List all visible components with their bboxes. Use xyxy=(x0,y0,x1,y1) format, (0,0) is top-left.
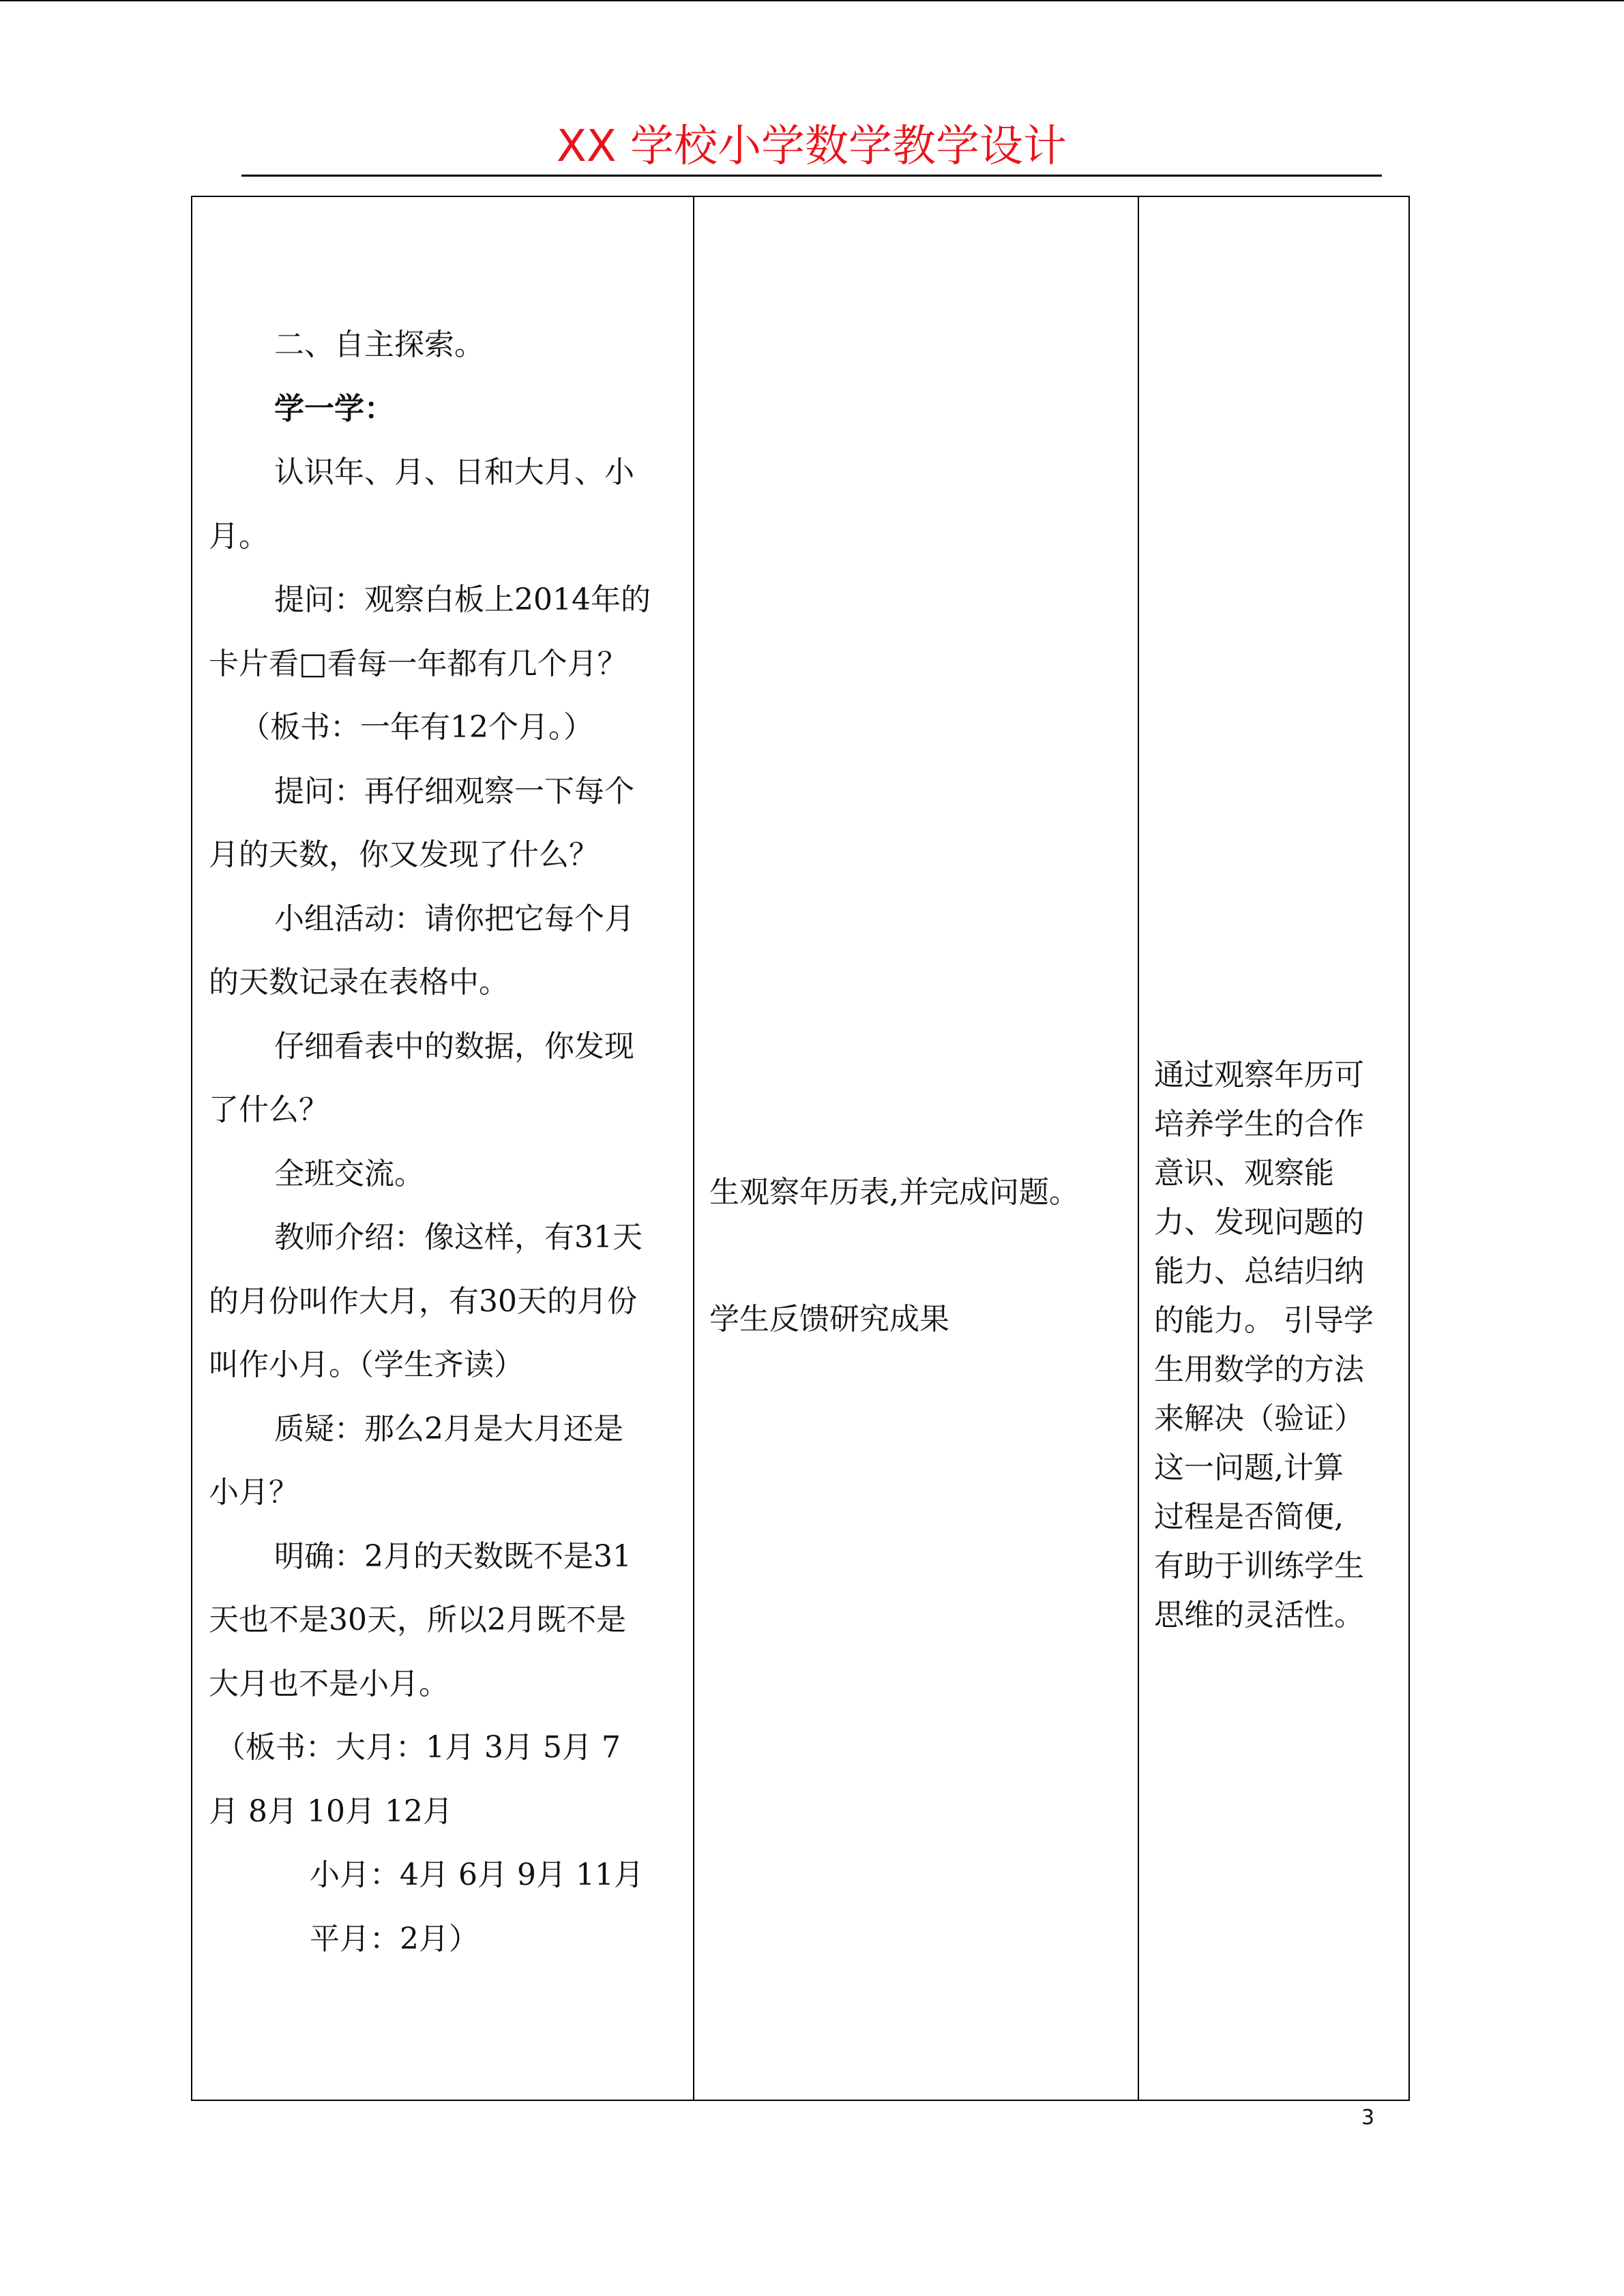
design-intent-line: 能力、总结归纳 xyxy=(1154,1254,1364,1289)
design-intent-line: 这一问题,计算 xyxy=(1154,1450,1344,1485)
design-intent-line: 思维的灵活性。 xyxy=(1154,1598,1364,1632)
text-line: 全班交流。 xyxy=(274,1156,424,1191)
design-intent-line: 通过观察年历可 xyxy=(1154,1058,1364,1092)
board-note: （板书：大月：1月 3月 5月 7 xyxy=(216,1730,621,1765)
header-rule xyxy=(241,175,1382,177)
text-line: 叫作小月。（学生齐读） xyxy=(209,1347,524,1382)
text-line: 大月也不是小月。 xyxy=(209,1666,449,1701)
design-intent-line: 来解决（验证） xyxy=(1154,1401,1364,1436)
design-intent-line: 过程是否简便, xyxy=(1154,1500,1344,1534)
design-intent-text xyxy=(1154,1051,1406,1640)
text-line: 小月？ xyxy=(209,1475,299,1510)
student-activity-column xyxy=(694,197,1139,2100)
document-header-title: XX 学校小学数学教学设计 xyxy=(556,121,1067,172)
design-intent-column xyxy=(1139,197,1410,2100)
text-line: 明确：2月的天数既不是31 xyxy=(274,1538,632,1574)
text-line: 的天数记录在表格中。 xyxy=(209,965,509,1000)
board-note: （板书：一年有12个月。） xyxy=(240,710,593,745)
text-line: 月。 xyxy=(209,518,269,554)
board-note: 小月：4月 6月 9月 11月 xyxy=(310,1858,644,1892)
text-line: 天也不是30天，所以2月既不是 xyxy=(209,1602,626,1637)
design-intent-line: 有助于训练学生 xyxy=(1154,1549,1364,1583)
text-line: 仔细看表中的数据，你发现 xyxy=(274,1028,634,1064)
lesson-plan-table xyxy=(191,196,1410,2101)
design-intent-line: 力、发现问题的 xyxy=(1154,1205,1364,1240)
design-intent-line: 生用数学的方法 xyxy=(1154,1352,1364,1387)
student-activity-line: 学生反馈研究成果 xyxy=(709,1302,949,1337)
design-intent-line: 培养学生的合作 xyxy=(1154,1107,1364,1142)
section-heading: 二、自主探索。 xyxy=(274,327,484,362)
design-intent-line: 的能力。 引导学 xyxy=(1154,1303,1374,1338)
text-line: 教师介绍：像这样，有31天 xyxy=(274,1220,643,1255)
text-line: 卡片看□看每一年都有几个月？ xyxy=(209,646,628,681)
sub-heading: 学一学： xyxy=(274,391,394,426)
text-line: 提问：观察白板上2014年的 xyxy=(274,582,651,617)
text-line: 月的天数，你又发现了什么？ xyxy=(209,837,599,872)
board-note: 平月：2月） xyxy=(310,1921,479,1956)
text-line: 认识年、月、日和大月、小 xyxy=(274,455,634,490)
text-line: 的月份叫作大月，有30天的月份 xyxy=(209,1283,637,1319)
text-line: 提问：再仔细观察一下每个 xyxy=(274,773,634,809)
board-note: 月 8月 10月 12月 xyxy=(209,1793,453,1829)
teacher-activity-text xyxy=(209,313,679,1971)
student-activity-line: 生观察年历表,并完成问题。 xyxy=(709,1175,1079,1210)
page-top-border xyxy=(0,0,1624,1)
text-line: 质疑：那么2月是大月还是 xyxy=(274,1411,623,1446)
design-intent-line: 意识、观察能 xyxy=(1154,1156,1334,1191)
text-line: 小组活动：请你把它每个月 xyxy=(274,901,634,936)
text-line: 了什么？ xyxy=(209,1092,329,1127)
page-number: 3 xyxy=(1361,2106,1375,2130)
teacher-activity-column xyxy=(192,197,694,2100)
